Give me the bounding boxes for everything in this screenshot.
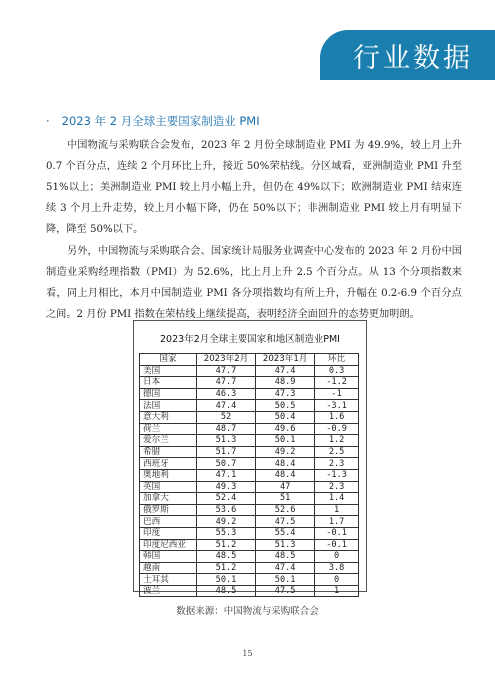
cell-jan: 47.4 xyxy=(256,562,315,574)
cell-feb: 53.6 xyxy=(196,504,255,516)
table-header-row xyxy=(140,354,359,366)
header-jan: 2023年1月 xyxy=(256,354,315,366)
header-country: 国家 xyxy=(140,354,197,366)
table-row xyxy=(140,458,359,470)
cell-jan: 51.3 xyxy=(256,539,315,551)
cell-feb: 48.5 xyxy=(196,585,255,597)
cell-jan: 55.4 xyxy=(256,527,315,539)
cell-change: -1 xyxy=(315,388,359,400)
cell-feb: 47.7 xyxy=(196,365,255,377)
table-row xyxy=(140,504,359,516)
paragraph-2: 另外，中国物流与采购联合会、国家统计局服务业调查中心发布的 2023 年 2 月份中国制造业采购经理指数（PMI）为 52.6%，比上月上升 2.5 个百分点。从 13 个分项指数来看，同上月相比，本月中国制造业 PMI 各分项指数均有所上升，升幅在 0.2-6.9 个百分点之间。2 月份 PMI 指数在荣枯线上继续提高，表明经济全面回升的态势更加明朗。 xyxy=(46,246,462,320)
cell-jan: 52.6 xyxy=(256,504,315,516)
table-row xyxy=(140,423,359,435)
table-row xyxy=(140,539,359,551)
cell-jan: 47.5 xyxy=(256,585,315,597)
cell-feb: 51.2 xyxy=(196,562,255,574)
cell-jan: 50.1 xyxy=(256,574,315,586)
cell-change: 3.8 xyxy=(315,562,359,574)
table-row xyxy=(140,365,359,377)
cell-change: -0.9 xyxy=(315,423,359,435)
cell-change: -3.1 xyxy=(315,400,359,412)
cell-change: 1.4 xyxy=(315,493,359,505)
cell-feb: 50.7 xyxy=(196,458,255,470)
cell-jan: 47.3 xyxy=(256,388,315,400)
cell-jan: 47 xyxy=(256,481,315,493)
cell-country: 美国 xyxy=(140,365,197,377)
cell-country: 奥地利 xyxy=(140,469,197,481)
cell-jan: 48.9 xyxy=(256,377,315,389)
cell-feb: 46.3 xyxy=(196,388,255,400)
table-title: 2023年2月全球主要国家和地区制造业PMI xyxy=(160,334,340,345)
table-row xyxy=(140,562,359,574)
table-row xyxy=(140,574,359,586)
table-row xyxy=(140,481,359,493)
cell-jan: 48.4 xyxy=(256,458,315,470)
cell-country: 俄罗斯 xyxy=(140,504,197,516)
cell-country: 韩国 xyxy=(140,551,197,563)
cell-feb: 49.2 xyxy=(196,516,255,528)
table-row xyxy=(140,551,359,563)
cell-country: 法国 xyxy=(140,400,197,412)
cell-feb: 47.1 xyxy=(196,469,255,481)
cell-country: 加拿大 xyxy=(140,493,197,505)
cell-change: -0.1 xyxy=(315,539,359,551)
cell-jan: 49.6 xyxy=(256,423,315,435)
table-row xyxy=(140,493,359,505)
cell-feb: 48.5 xyxy=(196,551,255,563)
table-row xyxy=(140,446,359,458)
cell-change: 1.7 xyxy=(315,516,359,528)
data-source: 数据来源：中国物流与采购联合会 xyxy=(176,606,319,617)
cell-country: 德国 xyxy=(140,388,197,400)
cell-country: 印度尼西亚 xyxy=(140,539,197,551)
pmi-table-figure xyxy=(133,320,367,597)
cell-feb: 52 xyxy=(196,411,255,423)
section-heading xyxy=(46,113,260,129)
cell-country: 越南 xyxy=(140,562,197,574)
cell-feb: 49.3 xyxy=(196,481,255,493)
cell-feb: 50.1 xyxy=(196,574,255,586)
cell-jan: 50.1 xyxy=(256,435,315,447)
table-row xyxy=(140,400,359,412)
cell-change: 1.6 xyxy=(315,411,359,423)
section-banner-title: 行业数据 xyxy=(353,43,473,74)
cell-country: 西班牙 xyxy=(140,458,197,470)
table-row xyxy=(140,469,359,481)
cell-feb: 48.7 xyxy=(196,423,255,435)
cell-country: 印度 xyxy=(140,527,197,539)
cell-change: 2.3 xyxy=(315,481,359,493)
table-row xyxy=(140,388,359,400)
cell-country: 荷兰 xyxy=(140,423,197,435)
cell-jan: 50.5 xyxy=(256,400,315,412)
cell-feb: 52.4 xyxy=(196,493,255,505)
cell-feb: 55.3 xyxy=(196,527,255,539)
table-row xyxy=(140,411,359,423)
table-row xyxy=(140,435,359,447)
cell-change: 0.3 xyxy=(315,365,359,377)
cell-feb: 47.7 xyxy=(196,377,255,389)
header-change: 环比 xyxy=(315,354,359,366)
cell-change: 2.3 xyxy=(315,458,359,470)
cell-country: 意大利 xyxy=(140,411,197,423)
cell-country: 爱尔兰 xyxy=(140,435,197,447)
cell-change: 0 xyxy=(315,551,359,563)
cell-country: 土耳其 xyxy=(140,574,197,586)
table-row xyxy=(140,527,359,539)
cell-change: -1.3 xyxy=(315,469,359,481)
cell-feb: 51.2 xyxy=(196,539,255,551)
cell-change: 1.2 xyxy=(315,435,359,447)
cell-change: 1 xyxy=(315,504,359,516)
table-row xyxy=(140,377,359,389)
paragraph-1: 中国物流与采购联合会发布，2023 年 2 月份全球制造业 PMI 为 49.9%，较上月上升 0.7 个百分点，连续 2 个月环比上升，接近 50%荣枯线。分区域看，亚洲制造业 PMI 升至 51%以上；美洲制造业 PMI 较上月小幅上升，但仍在 49%以下；欧洲制造业 PMI 结束连续 3 个月上升走势，较上月小幅下降，仍在 50%以下；非洲制造业 PMI 较上月有明显下降，降至 50%以下。 xyxy=(46,140,462,235)
cell-change: 0 xyxy=(315,574,359,586)
cell-change: 2.5 xyxy=(315,446,359,458)
table-row xyxy=(140,516,359,528)
cell-change: -0.1 xyxy=(315,527,359,539)
cell-change: 1 xyxy=(315,585,359,597)
cell-jan: 51 xyxy=(256,493,315,505)
cell-jan: 50.4 xyxy=(256,411,315,423)
cell-country: 英国 xyxy=(140,481,197,493)
cell-jan: 47.4 xyxy=(256,365,315,377)
cell-country: 巴西 xyxy=(140,516,197,528)
pmi-table xyxy=(139,353,359,597)
page-number: 15 xyxy=(242,649,253,658)
cell-country: 波兰 xyxy=(140,585,197,597)
bullet-icon: · xyxy=(46,114,50,128)
cell-country: 日本 xyxy=(140,377,197,389)
cell-change: -1.2 xyxy=(315,377,359,389)
table-row xyxy=(140,585,359,597)
cell-feb: 47.4 xyxy=(196,400,255,412)
section-heading-text: 2023 年 2 月全球主要国家制造业 PMI xyxy=(61,114,260,128)
cell-jan: 48.4 xyxy=(256,469,315,481)
cell-feb: 51.3 xyxy=(196,435,255,447)
cell-jan: 49.2 xyxy=(256,446,315,458)
cell-feb: 51.7 xyxy=(196,446,255,458)
header-feb: 2023年2月 xyxy=(196,354,255,366)
cell-jan: 47.5 xyxy=(256,516,315,528)
cell-country: 希腊 xyxy=(140,446,197,458)
cell-jan: 48.5 xyxy=(256,551,315,563)
